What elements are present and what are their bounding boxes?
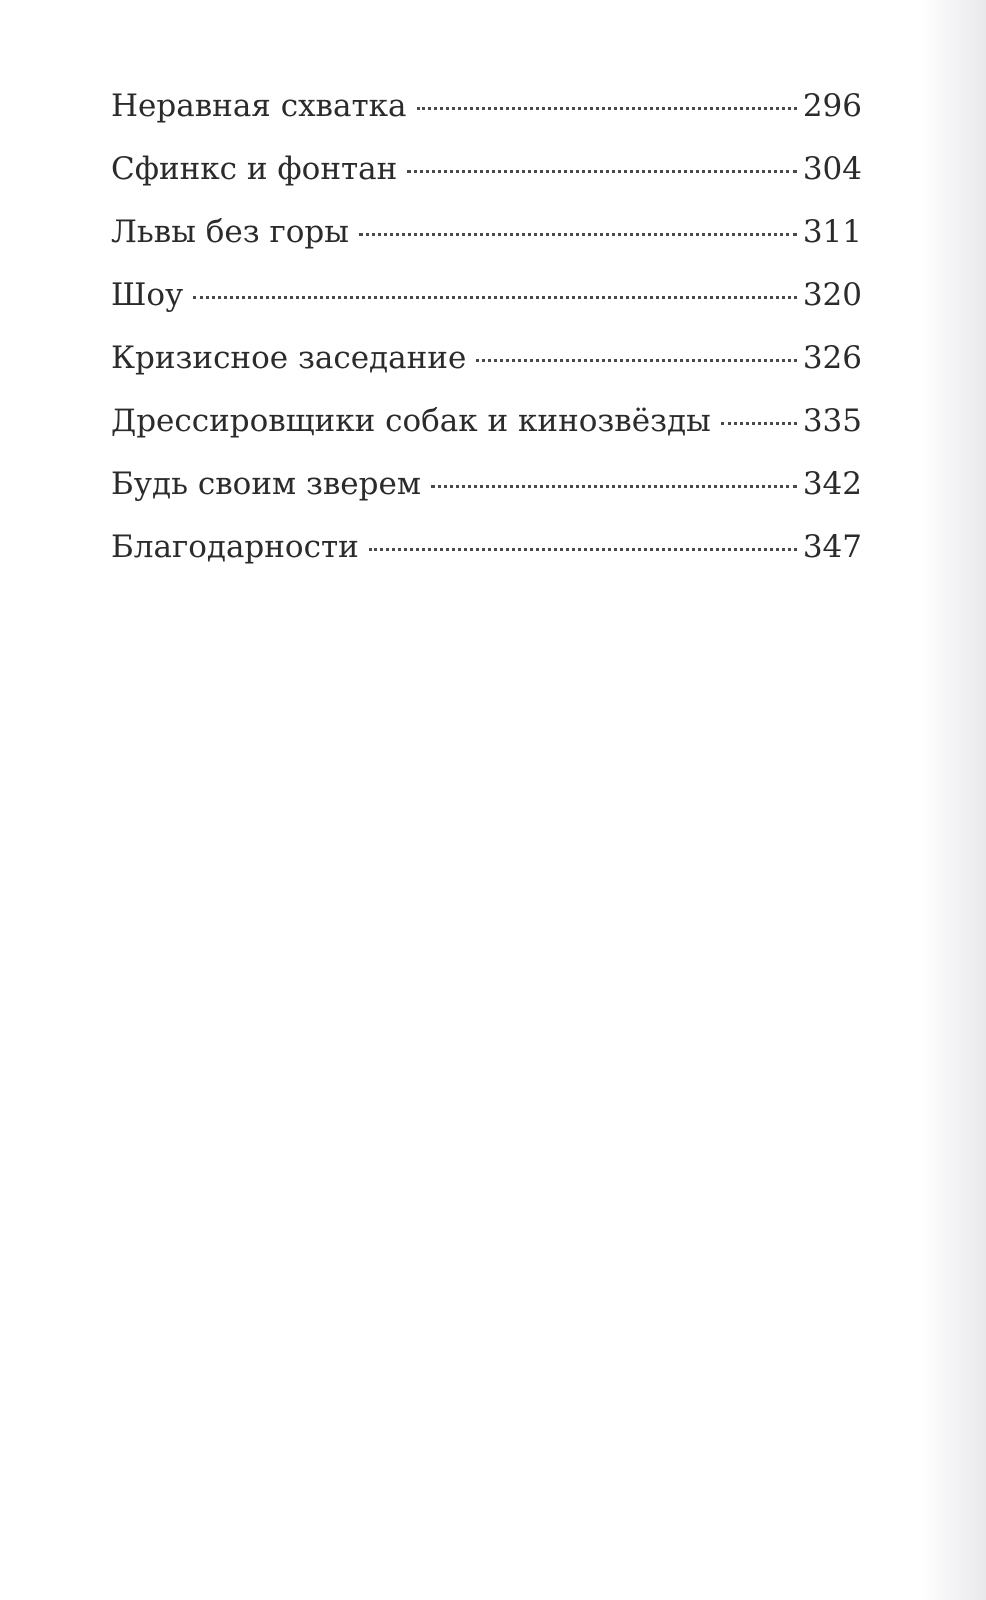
toc-leader-dots <box>721 422 797 425</box>
toc-entry-title: Будь своим зверем <box>111 466 421 502</box>
toc-entry-page: 296 <box>802 88 862 124</box>
toc-entry <box>111 466 862 529</box>
toc-entry <box>111 340 862 403</box>
toc-entry-title: Сфинкс и фонтан <box>111 151 398 187</box>
toc-leader-dots <box>431 485 797 488</box>
toc-leader-dots <box>407 170 797 173</box>
toc-entry <box>111 277 862 340</box>
toc-entry-page: 304 <box>802 151 862 187</box>
toc-entry <box>111 151 862 214</box>
toc-entry <box>111 88 862 151</box>
toc-leader-dots <box>193 296 797 299</box>
toc-entry-page: 326 <box>802 340 862 376</box>
toc-entry-title: Кризисное заседание <box>111 340 467 376</box>
table-of-contents <box>111 88 862 592</box>
toc-entry-title: Львы без горы <box>111 214 349 250</box>
toc-leader-dots <box>369 548 797 551</box>
toc-entry-page: 320 <box>802 277 862 313</box>
toc-entry <box>111 529 862 592</box>
toc-entry-page: 342 <box>802 466 862 502</box>
toc-entry <box>111 403 862 466</box>
toc-entry-page: 347 <box>802 529 862 565</box>
toc-entry-title: Дрессировщики собак и кинозвёзды <box>111 403 711 439</box>
toc-entry-title: Благодарности <box>111 529 359 565</box>
toc-leader-dots <box>417 107 797 110</box>
toc-entry-page: 311 <box>802 214 862 250</box>
toc-entry-title: Шоу <box>111 277 184 313</box>
toc-entry <box>111 214 862 277</box>
toc-leader-dots <box>476 359 797 362</box>
toc-entry-page: 335 <box>802 403 862 439</box>
toc-entry-title: Неравная схватка <box>111 88 407 124</box>
toc-leader-dots <box>359 233 797 236</box>
